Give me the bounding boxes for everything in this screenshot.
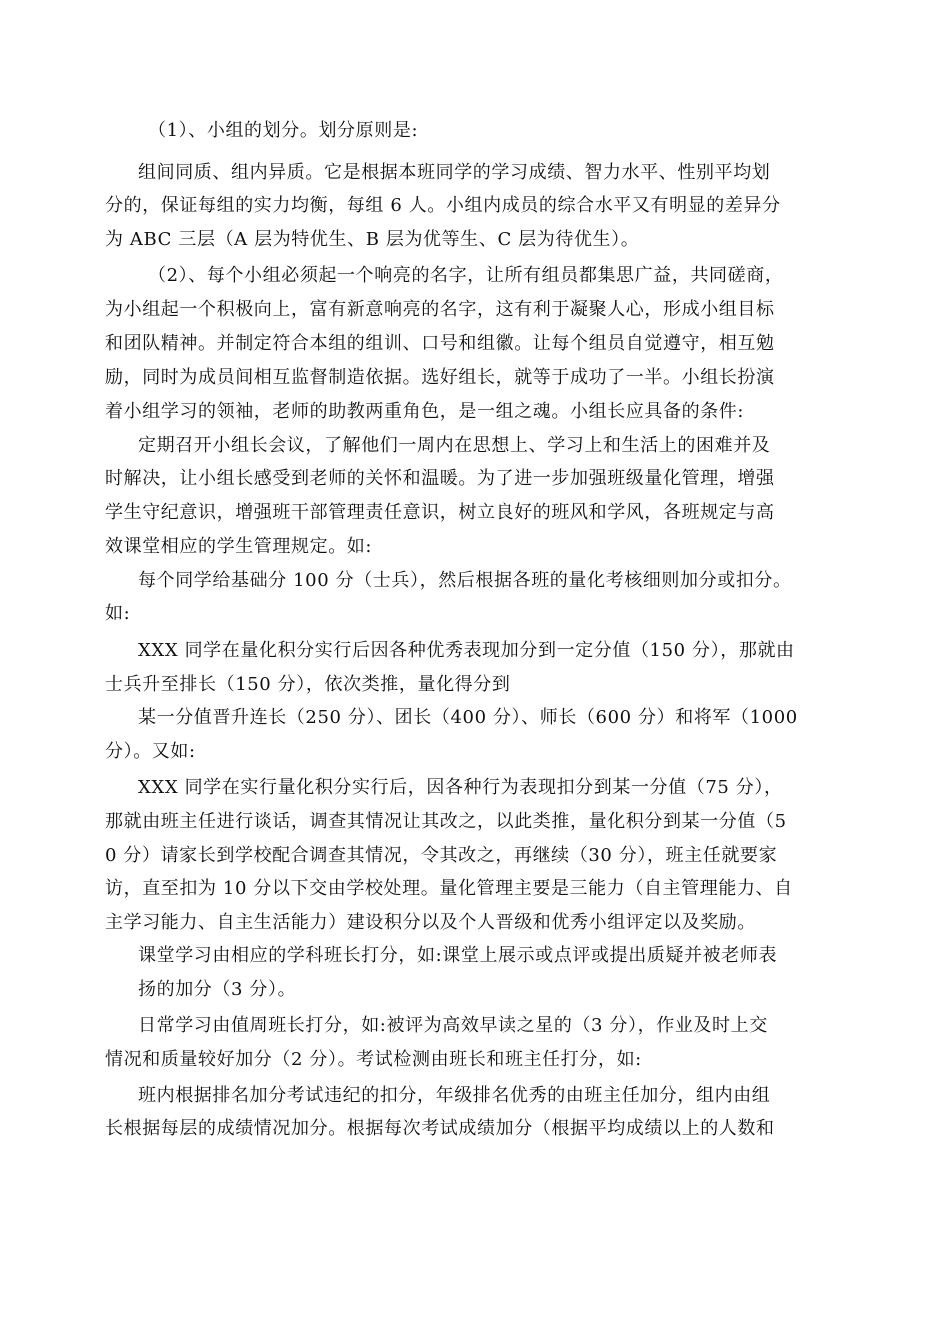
text-line: XXX 同学在量化积分实行后因各种优秀表现加分到一定分值（150 分），那就由	[138, 640, 795, 661]
text-line: 如:	[105, 603, 131, 624]
text-line: 课堂学习由相应的学科班长打分，如:课堂上展示或点评或提出质疑并被老师表	[138, 945, 778, 966]
text-line: 励，同时为成员间相互监督制造依据。选好组长，就等于成功了一半。小组长扮演	[105, 367, 775, 388]
text-line: 0 分）请家长到学校配合调查其情况，令其改之，再继续（30 分），班主任就要家	[105, 845, 778, 866]
text-line: XXX 同学在实行量化积分实行后，因各种行为表现扣分到某一分值（75 分），	[138, 777, 783, 798]
text-line: 效课堂相应的学生管理规定。如:	[105, 536, 373, 557]
text-line: 分的，保证每组的实力均衡，每组 6 人。小组内成员的综合水平又有明显的差异分	[105, 195, 781, 216]
text-line: 班内根据排名加分考试违纪的扣分，年级排名优秀的由班主任加分，组内由组	[138, 1085, 771, 1106]
text-line: 访，直至扣为 10 分以下交由学校处理。量化管理主要是三能力（自主管理能力、自	[105, 878, 793, 899]
text-line: 日常学习由值周班长打分，如:被评为高效早读之星的（3 分），作业及时上交	[138, 1015, 768, 1036]
text-line: 扬的加分（3 分）。	[138, 979, 297, 1000]
text-line: 为小组起一个积极向上，富有新意响亮的名字，这有利于凝聚人心，形成小组目标	[105, 299, 775, 320]
text-line: 某一分值晋升连长（250 分）、团长（400 分）、师长（600 分）和将军（1000	[138, 707, 798, 728]
text-line: 士兵升至排长（150 分），依次类推，量化得分到	[105, 674, 511, 695]
text-line: 每个同学给基础分 100 分（士兵），然后根据各班的量化考核细则加分或扣分。	[138, 570, 792, 591]
text-line: （1）、小组的划分。划分原则是:	[148, 120, 419, 141]
text-line: 那就由班主任进行谈话，调查其情况让其改之，以此类推，量化积分到某一分值（5	[105, 811, 787, 832]
text-line: 定期召开小组长会议，了解他们一周内在思想上、学习上和生活上的困难并及	[138, 435, 771, 456]
text-line: 长根据每层的成绩情况加分。根据每次考试成绩加分（根据平均成绩以上的人数和	[105, 1118, 775, 1139]
text-line: 学生守纪意识，增强班干部管理责任意识，树立良好的班风和学风，各班规定与高	[105, 502, 775, 523]
text-line: 分）。又如:	[105, 741, 196, 762]
text-line: 主学习能力、自主生活能力）建设积分以及个人晋级和优秀小组评定以及奖励。	[105, 912, 756, 933]
text-line: 组间同质、组内异质。它是根据本班同学的学习成绩、智力水平、性别平均划	[138, 162, 771, 183]
text-line: 时解决，让小组长感受到老师的关怀和温暖。为了进一步加强班级量化管理，增强	[105, 468, 775, 489]
text-line: 情况和质量较好加分（2 分）。考试检测由班长和班主任打分，如:	[105, 1049, 642, 1070]
text-line: （2）、每个小组必须起一个响亮的名字，让所有组员都集思广益，共同磋商，	[148, 265, 784, 286]
text-line: 为 ABC 三层（A 层为特优生、B 层为优等生、C 层为待优生）。	[105, 229, 640, 250]
text-line: 着小组学习的领袖，老师的助教两重角色，是一组之魂。小组长应具备的条件:	[105, 401, 745, 422]
text-line: 和团队精神。并制定符合本组的组训、口号和组徽。让每个组员自觉遵守，相互勉	[105, 333, 775, 354]
